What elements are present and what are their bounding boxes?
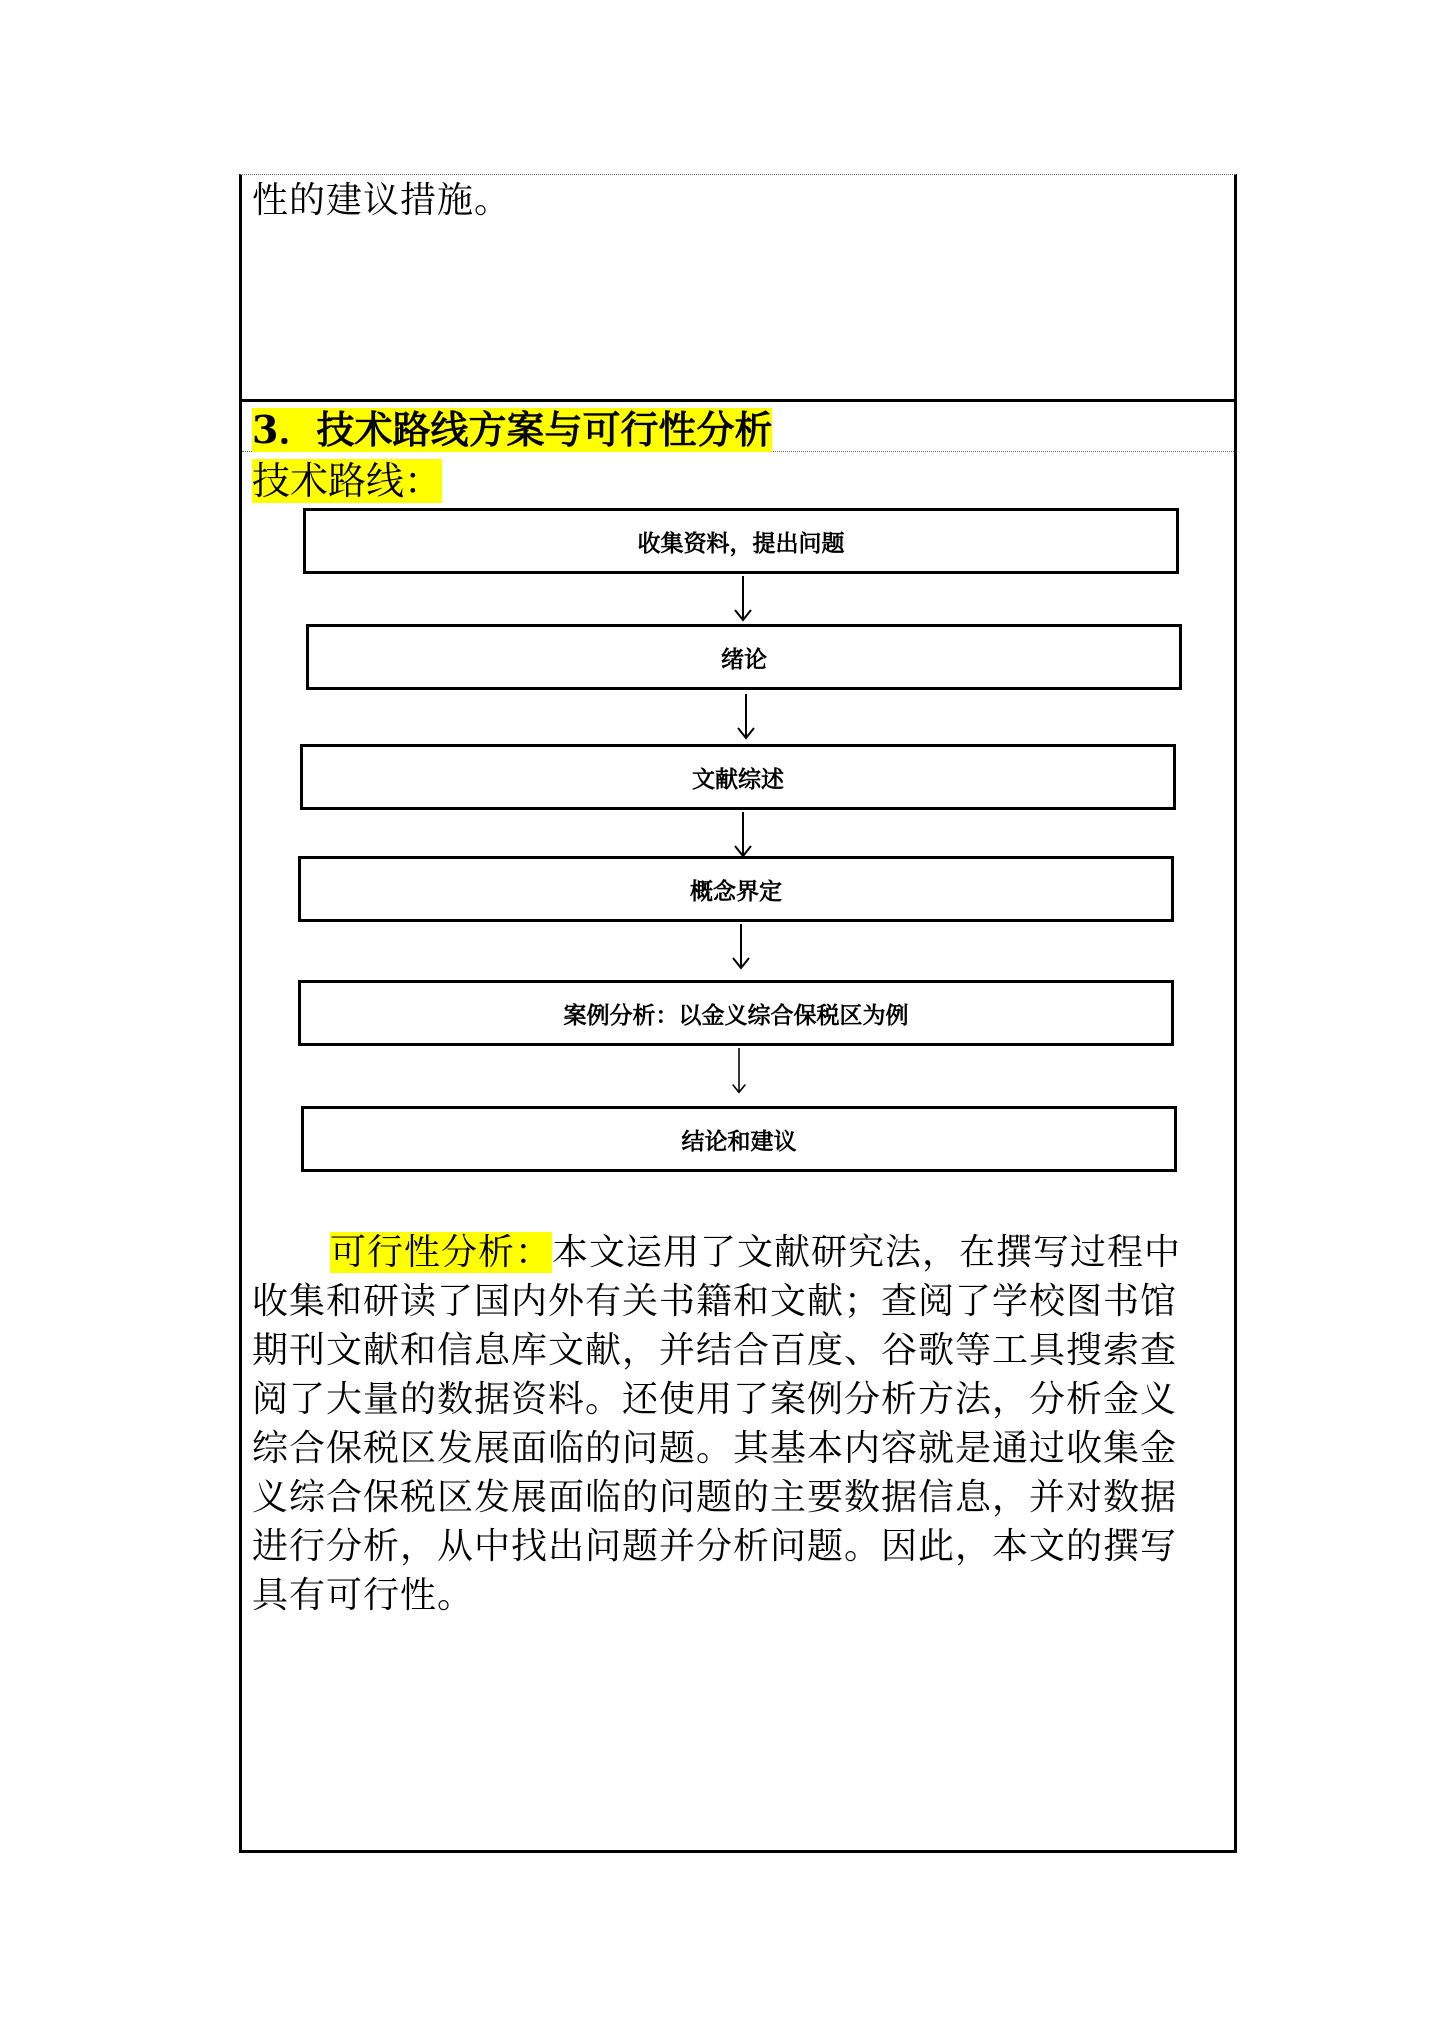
paragraph-line: 期刊文献和信息库文献，并结合百度、谷歌等工具搜索查 [252, 1330, 1178, 1371]
section-number: 3． [252, 407, 317, 452]
flow-arrow-4 [730, 924, 752, 970]
tech-route-label-text: 技术路线： [252, 459, 443, 503]
flow-step-5: 案例分析：以金义综合保税区为例 [298, 980, 1174, 1046]
tech-route-label [252, 456, 442, 506]
paragraph-line: 义综合保税区发展面临的问题的主要数据信息，并对数据 [252, 1477, 1178, 1518]
flow-step-4: 概念界定 [298, 856, 1174, 922]
paragraph-line: 收集和研读了国内外有关书籍和文献；查阅了学校图书馆 [252, 1281, 1178, 1322]
flow-arrow-2 [735, 694, 757, 740]
flow-arrow-3 [732, 812, 754, 858]
row-divider [239, 399, 1237, 402]
flow-step-2: 绪论 [306, 624, 1182, 690]
flow-step-1: 收集资料，提出问题 [303, 508, 1179, 574]
paragraph-line: 阅了大量的数据资料。还使用了案例分析方法，分析金义 [252, 1379, 1178, 1420]
flow-arrow-1 [732, 576, 754, 622]
flow-step-3: 文献综述 [300, 744, 1176, 810]
paragraph-line: 进行分析，从中找出问题并分析问题。因此，本文的撰写 [252, 1526, 1178, 1567]
section-heading [252, 405, 772, 455]
feasibility-paragraph [252, 1228, 1222, 1620]
flow-step-6: 结论和建议 [301, 1106, 1177, 1172]
paragraph-line: 具有可行性。 [252, 1575, 475, 1616]
paragraph-line [252, 1228, 1222, 1277]
continued-text: 性的建议措施。 [252, 180, 512, 221]
flow-arrow-5 [728, 1048, 750, 1094]
paragraph-line: 综合保税区发展面临的问题。其基本内容就是通过收集金 [252, 1428, 1178, 1469]
paragraph-text: 本文运用了文献研究法，在撰写过程中 [552, 1232, 1182, 1273]
feasibility-label: 可行性分析： [330, 1232, 553, 1273]
section-title: 技术路线方案与可行性分析 [316, 408, 773, 452]
